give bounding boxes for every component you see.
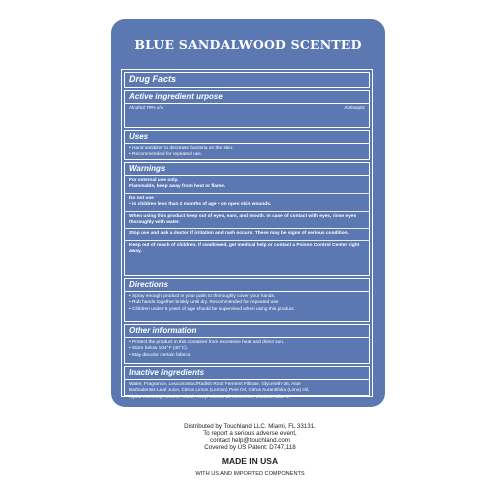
divider — [125, 379, 369, 380]
divider — [125, 228, 369, 229]
do-not-use-item: • in children less than 2 months of age • on open skin wounds. — [129, 202, 272, 208]
keep-out-of-reach-text: Keep out of reach of children. If swallowed, get medical help or contact a Poison Control Center right away. — [129, 242, 360, 255]
other-information-item: • Store below 104°F (40°C). — [129, 346, 189, 352]
divider — [125, 240, 369, 241]
other-information-item: • May discolor certain fabrics. — [129, 352, 192, 358]
active-ingredient: Alcohol 70% v/v — [129, 106, 164, 111]
do-not-use-text: Do not use — [129, 195, 154, 201]
divider — [125, 193, 369, 194]
other-information-heading: Other information — [129, 326, 197, 335]
product-title: BLUE SANDALWOOD SCENTED — [134, 37, 362, 52]
other-information-section — [124, 324, 370, 364]
purpose: Antiseptic — [344, 106, 365, 111]
stop-use-text: Stop use and ask a doctor if irritation and rash occurs. These may be signs of serious condition. — [129, 231, 349, 237]
uses-section — [124, 130, 370, 160]
warnings-section — [124, 162, 370, 276]
footer-info — [0, 423, 500, 451]
divider — [125, 211, 369, 212]
inactive-ingredients-heading: Inactive ingredients — [129, 368, 205, 377]
warnings-heading: Warnings — [129, 164, 166, 173]
divider — [125, 143, 369, 144]
report-text: To report a serious adverse event, — [203, 430, 297, 437]
contact-text: contact help@touchland.com — [210, 437, 290, 444]
external-use-text: For external use only. — [129, 178, 179, 183]
other-information-item: • Protect the product in this container from excessive heat and direct sun. — [129, 340, 285, 345]
uses-item: • Hand sanitizer to decrease bacteria on the skin. — [129, 146, 234, 151]
directions-section — [124, 278, 370, 322]
patent-text: Covered by US Patent: D747,118 — [204, 444, 296, 451]
active-ingredient-heading: Active ingredient urpose — [129, 92, 223, 101]
components-text: WITH US AND IMPORTED COMPONENTS — [195, 471, 305, 477]
drug-facts-box — [121, 69, 373, 400]
active-ingredient-section — [124, 90, 370, 128]
eyes-warning-text: When using this product keep out of eyes, ears, and mouth. In case of contact with eyes, rinse eyes thoroughly with water. — [129, 213, 357, 226]
drug-facts-label-panel — [111, 19, 385, 407]
uses-item: • Recommended for repeated use. — [129, 152, 203, 158]
drug-facts-heading-section — [124, 72, 370, 88]
made-in-usa-text: MADE IN USA — [221, 456, 279, 466]
directions-item: • Children under 6 years of age should be supervised when using this product. — [129, 306, 295, 312]
active-ingredient-row — [129, 106, 365, 112]
distributed-by-text: Distributed by Touchland LLC. Miami, FL 33131. — [184, 423, 316, 430]
inactive-ingredients-line: Alpha-Isomethyl Ionone, Citral, Hexyl Cinnamal, Limonene, Linalool, Blue 1. — [129, 394, 291, 400]
drug-facts-heading: Drug Facts — [129, 74, 177, 84]
flammable-text: Flammable, keep away from heat or flame. — [129, 184, 226, 190]
inactive-ingredients-line: Water, Fragrance, Leuconostoc/Radish Root Ferment Filtrate, Glycereth-26, Aloe — [129, 382, 301, 387]
directions-item: • Spray enough product in your palm to thoroughly cover your hands. — [129, 294, 276, 299]
divider — [125, 337, 369, 338]
divider — [125, 175, 369, 176]
inactive-ingredients-line: Barbadensis Leaf Juice, Citrus Limon (Lemon) Peel Oil, Citrus Aurantifolia (Lime) Oil, — [129, 388, 310, 394]
uses-heading: Uses — [129, 132, 149, 141]
directions-item: • Rub hands together briskly until dry. Recommended for repeated use. — [129, 300, 280, 306]
directions-heading: Directions — [129, 280, 169, 289]
inactive-ingredients-section — [124, 366, 370, 400]
divider — [125, 103, 369, 104]
divider — [125, 291, 369, 292]
